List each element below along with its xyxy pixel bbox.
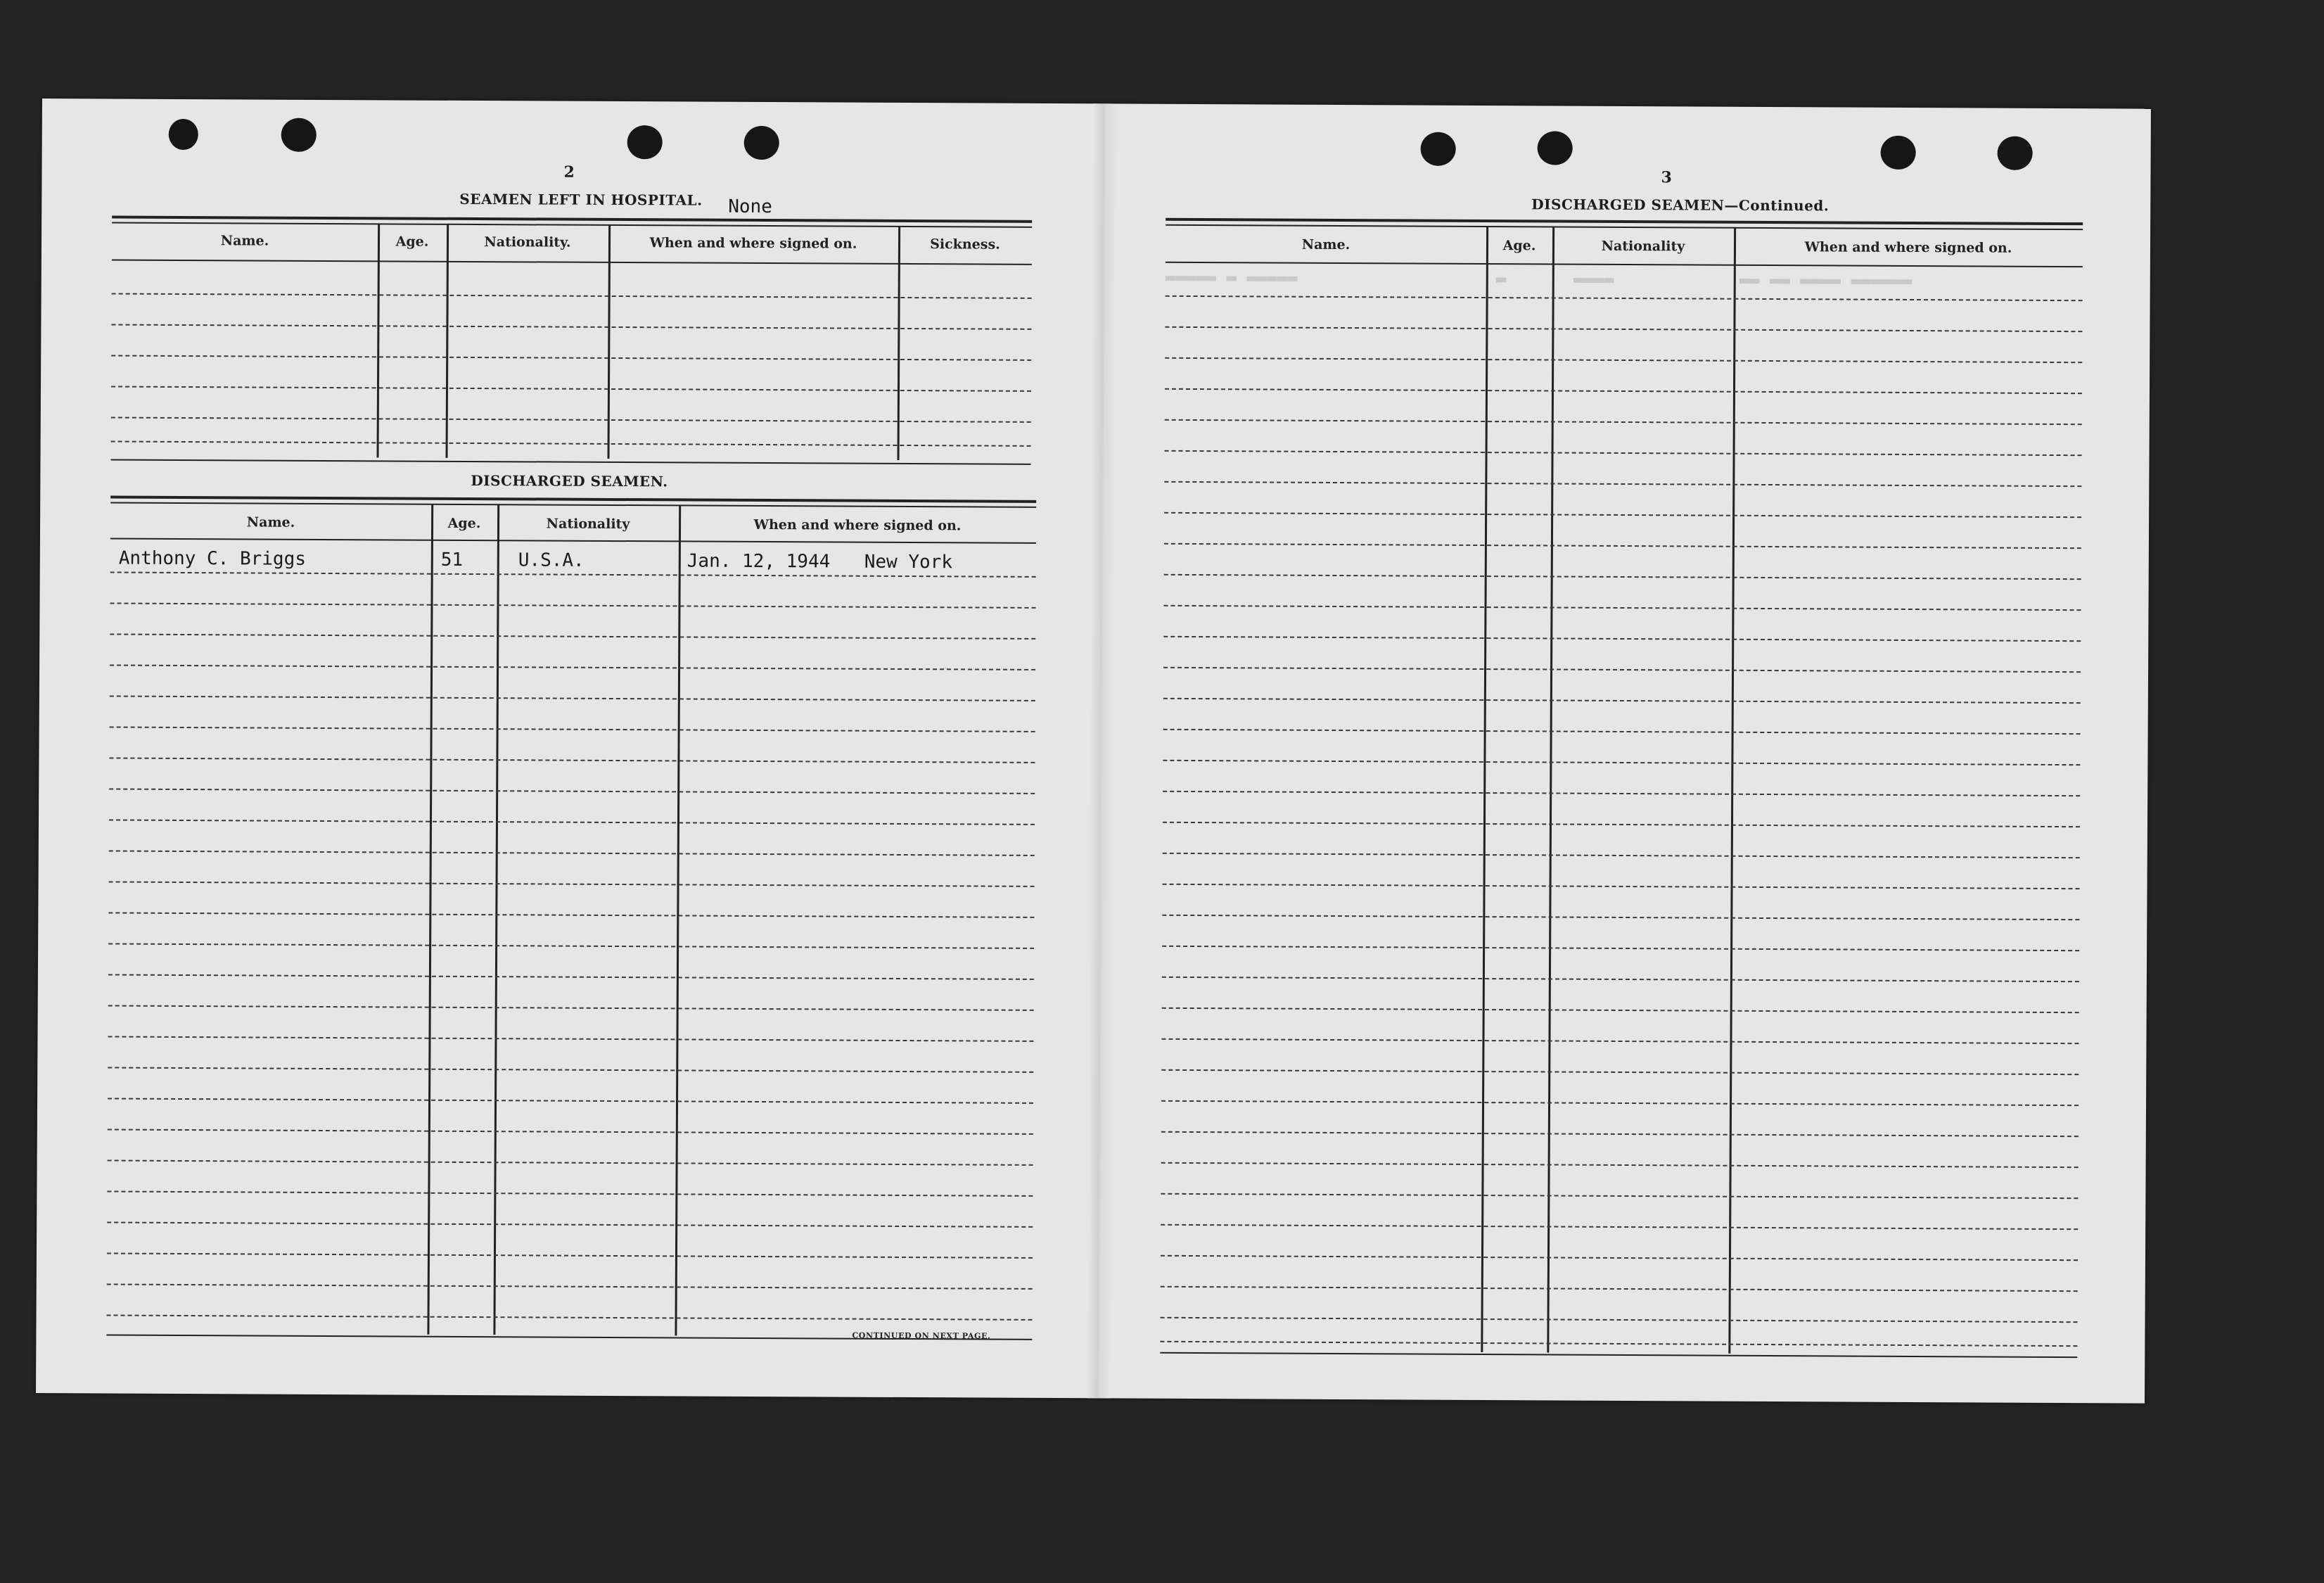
column-header-name: Name. [246,514,295,530]
column-header-age: Age. [447,515,481,532]
column-header-age: Age. [1502,238,1536,254]
discharged-continued-table [1160,218,2083,1362]
bleed-through-marks: ▬▬ ▬▬ ▬▬▬▬ ▬▬▬▬▬▬ [1739,269,1913,291]
hospital-entry: None [728,196,772,218]
column-header-name: Name. [1301,236,1351,253]
page-number: 2 [563,163,575,182]
discharged-section-title: DISCHARGED SEAMEN. [471,471,668,490]
bleed-through-marks: ▬ [1495,269,1507,289]
continued-section-title: DISCHARGED SEAMEN—Continued. [1531,196,1830,215]
discharged-nationality: U.S.A. [518,549,585,571]
left-page [36,98,1093,1398]
column-header-signed-on: When and where signed on. [753,516,962,534]
hospital-table [111,215,1033,459]
discharged-age: 51 [440,549,464,571]
continued-note: CONTINUED ON NEXT PAGE. [852,1330,991,1341]
discharged-name: Anthony C. Briggs [118,547,306,570]
column-header-signed-on: When and where signed on. [649,235,857,252]
column-header-nationality: Nationality [546,516,630,533]
column-header-nationality: Nationality. [484,234,571,250]
discharged-date: Jan. 12, 1944 [687,550,831,573]
discharged-table [106,495,1036,1344]
column-header-signed-on: When and where signed on. [1804,239,2012,256]
bleed-through-marks: ▬▬▬▬▬ ▬ ▬▬▬▬▬ [1165,267,1298,288]
hospital-section-title: SEAMEN LEFT IN HOSPITAL. [459,190,703,209]
page-number: 3 [1661,168,1672,187]
column-header-sickness: Sickness. [930,236,1000,253]
discharged-place: New York [864,551,953,573]
column-header-age: Age. [395,234,429,250]
column-header-nationality: Nationality [1601,238,1685,255]
bleed-through-marks: ▬▬▬▬ [1573,269,1614,289]
document-sheet [36,98,2151,1404]
right-page [1111,103,2151,1403]
column-header-name: Name. [220,233,269,249]
